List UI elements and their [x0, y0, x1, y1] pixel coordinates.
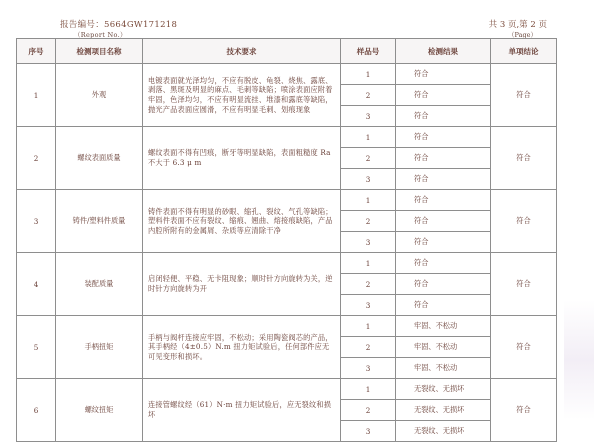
row-sample-no: 1 — [341, 64, 396, 85]
row-sample-no: 1 — [341, 253, 396, 274]
row-sample-no: 2 — [341, 274, 396, 295]
row-conclusion: 符合 — [491, 316, 557, 379]
scan-stain — [564, 300, 594, 420]
row-seq-no: 3 — [17, 190, 56, 253]
row-result: 符合 — [396, 127, 491, 148]
row-sample-no: 2 — [341, 148, 396, 169]
row-sample-no: 3 — [341, 169, 396, 190]
row-item-name: 手柄扭矩 — [56, 316, 143, 379]
header-item-name: 检测项目名称 — [56, 39, 143, 64]
row-sample-no: 3 — [341, 421, 396, 442]
row-sample-no: 3 — [341, 295, 396, 316]
page-number-label: 共 3 页,第 2 页 — [488, 20, 547, 30]
row-seq-no: 4 — [17, 253, 56, 316]
row-sample-no: 2 — [341, 400, 396, 421]
row-seq-no: 5 — [17, 316, 56, 379]
header-sample-no: 样品号 — [341, 39, 396, 64]
row-conclusion: 符合 — [491, 379, 557, 442]
table-row — [17, 127, 557, 148]
row-item-name: 螺纹表面质量 — [56, 127, 143, 190]
row-sample-no: 3 — [341, 106, 396, 127]
row-result: 无裂纹、无损坏 — [396, 421, 491, 442]
row-item-name: 铸件/塑料件质量 — [56, 190, 143, 253]
report-number-sublabel: （Report No.） — [74, 31, 127, 39]
row-result: 无裂纹、无损坏 — [396, 379, 491, 400]
report-number-value: 5664GW171218 — [104, 20, 178, 30]
row-requirement: 手柄与阀杆连接应牢固，不松动；采用陶瓷阀芯的产品，其手柄经（4±0.5）N.m 扭力矩试验后，任何部件应无可见变形和损坏。 — [143, 316, 341, 379]
row-result: 符合 — [396, 169, 491, 190]
row-result: 符合 — [396, 85, 491, 106]
row-item-name: 外观 — [56, 64, 143, 127]
table-row — [17, 190, 557, 211]
table-row — [17, 64, 557, 85]
row-conclusion: 符合 — [491, 253, 557, 316]
row-seq-no: 6 — [17, 379, 56, 442]
row-result: 无裂纹、无损坏 — [396, 400, 491, 421]
header-seq-no: 序号 — [17, 39, 56, 64]
row-result: 符合 — [396, 295, 491, 316]
row-requirement: 连接管螺纹经（61）N·m 扭力矩试验后，应无裂纹和损坏 — [143, 379, 341, 442]
row-sample-no: 2 — [341, 211, 396, 232]
row-sample-no: 2 — [341, 85, 396, 106]
row-result: 牢固、不松动 — [396, 337, 491, 358]
row-result: 符合 — [396, 211, 491, 232]
row-requirement: 电镀表面就光泽均匀，不应有脱皮、龟裂、烧焦、露底、剥落、黑斑及明显的麻点、毛刺等缺陷；喷涂表面应附着牢固，色泽均匀，不应有明显流挂、堆漆和露底等缺陷，抛光产品表面应圆滑，不应有明显毛刺、划痕现象 — [143, 64, 341, 127]
row-sample-no: 1 — [341, 127, 396, 148]
row-sample-no: 2 — [341, 337, 396, 358]
table-row — [17, 379, 557, 400]
table-header-row — [17, 39, 557, 64]
table-row — [17, 316, 557, 337]
row-sample-no: 3 — [341, 232, 396, 253]
page-number-sublabel: （Page） — [508, 31, 537, 39]
header-requirement: 技术要求 — [143, 39, 341, 64]
row-result: 符合 — [396, 190, 491, 211]
row-requirement: 螺纹表面不得有凹痕，断牙等明显缺陷，表面粗糙度 Ra 不大于 6.3 μ m — [143, 127, 341, 190]
row-result: 牢固、不松动 — [396, 316, 491, 337]
row-seq-no: 2 — [17, 127, 56, 190]
page-number-header — [489, 20, 547, 40]
row-conclusion: 符合 — [491, 127, 557, 190]
report-number-label: 报告编号： — [60, 20, 105, 30]
row-result: 符合 — [396, 253, 491, 274]
row-result: 符合 — [396, 64, 491, 85]
row-result: 牢固、不松动 — [396, 358, 491, 379]
row-sample-no: 1 — [341, 190, 396, 211]
row-result: 符合 — [396, 232, 491, 253]
row-item-name: 装配质量 — [56, 253, 143, 316]
report-number-header — [60, 20, 177, 40]
row-sample-no: 1 — [341, 316, 396, 337]
row-result: 符合 — [396, 106, 491, 127]
row-item-name: 螺纹扭矩 — [56, 379, 143, 442]
table-body — [17, 64, 557, 442]
table-row — [17, 253, 557, 274]
header-conclusion: 单项结论 — [491, 39, 557, 64]
row-sample-no: 3 — [341, 358, 396, 379]
header-result: 检测结果 — [396, 39, 491, 64]
row-sample-no: 1 — [341, 379, 396, 400]
inspection-results-table — [16, 38, 557, 442]
row-result: 符合 — [396, 148, 491, 169]
row-requirement: 铸件表面不得有明显的砂眼、缩孔、裂纹、气孔等缺陷；塑料件表面不应有裂纹、缩痕、翘曲、熔接痕缺陷，产品内腔所附有的金属屑、杂质等应清除干净 — [143, 190, 341, 253]
row-conclusion: 符合 — [491, 64, 557, 127]
row-seq-no: 1 — [17, 64, 56, 127]
row-conclusion: 符合 — [491, 190, 557, 253]
row-requirement: 启闭轻便、平稳、无卡阻现象；顺时针方向旋转为关，逆时针方向旋转为开 — [143, 253, 341, 316]
row-result: 符合 — [396, 274, 491, 295]
